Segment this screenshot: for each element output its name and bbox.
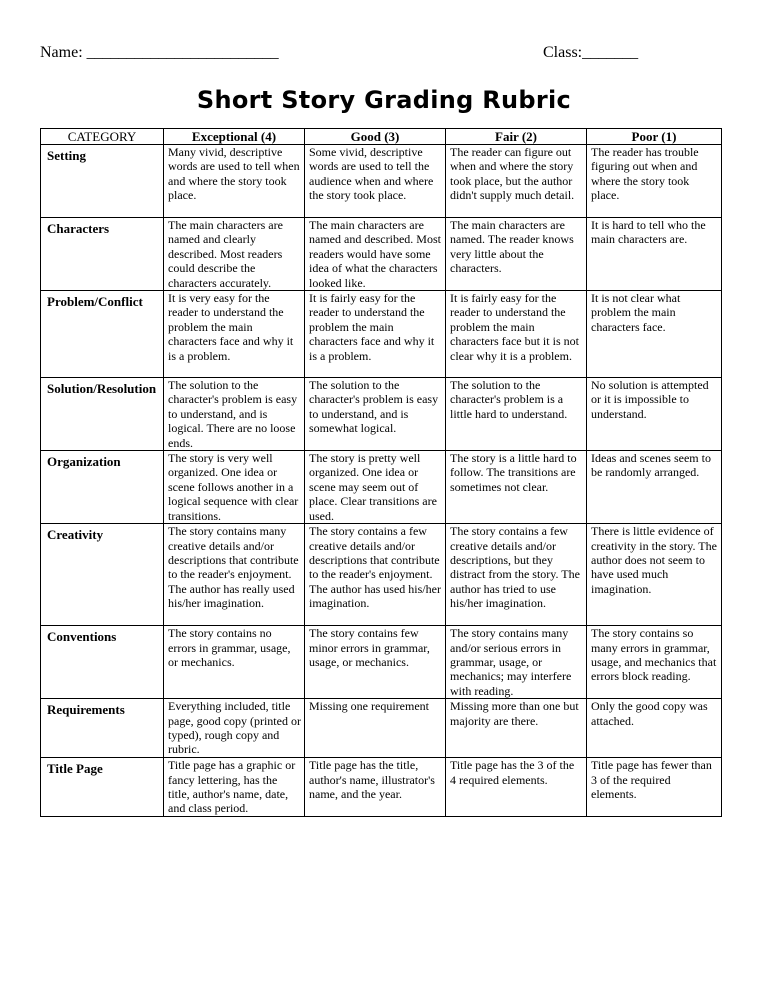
criteria-cell: The story contains many and/or serious errors in grammar, usage, or mechanics; may interfere with reading. <box>446 626 587 699</box>
criteria-cell: Title page has the title, author's name, illustrator's name, and the year. <box>305 758 446 817</box>
page-title: Short Story Grading Rubric <box>196 86 572 114</box>
column-header-exceptional: Exceptional (4) <box>164 129 305 145</box>
criteria-cell: The story contains a few creative details and/or descriptions that contribute to the reader's enjoyment. The author has used his/her imagination. <box>305 524 446 626</box>
header-row <box>41 129 722 145</box>
criteria-cell: The story is a little hard to follow. The transitions are sometimes not clear. <box>446 451 587 524</box>
criteria-cell: There is little evidence of creativity in the story. The author does not seem to have used much imagination. <box>587 524 722 626</box>
table-row <box>41 626 722 699</box>
criteria-cell: Only the good copy was attached. <box>587 699 722 758</box>
row-category: Characters <box>41 218 164 291</box>
criteria-cell: The story contains few minor errors in grammar, usage, or mechanics. <box>305 626 446 699</box>
criteria-cell: Some vivid, descriptive words are used to tell the audience when and where the story took place. <box>305 145 446 218</box>
criteria-cell: Ideas and scenes seem to be randomly arranged. <box>587 451 722 524</box>
rubric-table <box>40 128 722 817</box>
criteria-cell: It is hard to tell who the main characters are. <box>587 218 722 291</box>
row-category: Conventions <box>41 626 164 699</box>
criteria-cell: Missing more than one but majority are there. <box>446 699 587 758</box>
row-category: Organization <box>41 451 164 524</box>
table-row <box>41 451 722 524</box>
table-row <box>41 524 722 626</box>
criteria-cell: The main characters are named and clearly described. Most readers could describe the characters accurately. <box>164 218 305 291</box>
criteria-cell: Title page has fewer than 3 of the required elements. <box>587 758 722 817</box>
criteria-cell: It is very easy for the reader to understand the problem the main characters face and why it is a problem. <box>164 291 305 378</box>
criteria-cell: The solution to the character's problem is easy to understand, and is somewhat logical. <box>305 378 446 451</box>
row-category: Creativity <box>41 524 164 626</box>
criteria-cell: Missing one requirement <box>305 699 446 758</box>
row-category: Problem/Conflict <box>41 291 164 378</box>
column-header-fair: Fair (2) <box>446 129 587 145</box>
criteria-cell: The story contains no errors in grammar, usage, or mechanics. <box>164 626 305 699</box>
criteria-cell: Title page has the 3 of the 4 required elements. <box>446 758 587 817</box>
criteria-cell: The solution to the character's problem is easy to understand, and is logical. There are no loose ends. <box>164 378 305 451</box>
criteria-cell: It is not clear what problem the main characters face. <box>587 291 722 378</box>
criteria-cell: Many vivid, descriptive words are used to tell when and where the story took place. <box>164 145 305 218</box>
criteria-cell: The story contains a few creative details and/or descriptions, but they distract from the story. The author has tried to use his/her imagination. <box>446 524 587 626</box>
criteria-cell: The story is pretty well organized. One idea or scene may seem out of place. Clear transitions are used. <box>305 451 446 524</box>
criteria-cell: No solution is attempted or it is impossible to understand. <box>587 378 722 451</box>
row-category: Requirements <box>41 699 164 758</box>
column-header-category: CATEGORY <box>41 129 164 145</box>
table-row <box>41 378 722 451</box>
criteria-cell: The reader can figure out when and where the story took place, but the author didn't supply much detail. <box>446 145 587 218</box>
criteria-cell: The story is very well organized. One idea or scene follows another in a logical sequence with clear transitions. <box>164 451 305 524</box>
table-row <box>41 291 722 378</box>
criteria-cell: Title page has a graphic or fancy lettering, has the title, author's name, date, and class period. <box>164 758 305 817</box>
row-category: Title Page <box>41 758 164 817</box>
criteria-cell: The story contains many creative details and/or descriptions that contribute to the reader's enjoyment. The author has really used his/her imagination. <box>164 524 305 626</box>
table-row <box>41 218 722 291</box>
criteria-cell: The main characters are named. The reader knows very little about the characters. <box>446 218 587 291</box>
row-category: Setting <box>41 145 164 218</box>
criteria-cell: It is fairly easy for the reader to understand the problem the main characters face but it is not clear why it is a problem. <box>446 291 587 378</box>
criteria-cell: It is fairly easy for the reader to understand the problem the main characters face and why it is a problem. <box>305 291 446 378</box>
table-row <box>41 758 722 817</box>
criteria-cell: The solution to the character's problem is a little hard to understand. <box>446 378 587 451</box>
column-header-good: Good (3) <box>305 129 446 145</box>
row-category: Solution/Resolution <box>41 378 164 451</box>
column-header-poor: Poor (1) <box>587 129 722 145</box>
table-row <box>41 699 722 758</box>
name-field-label: Name: ________________________ <box>40 44 279 61</box>
criteria-cell: The main characters are named and described. Most readers would have some idea of what the characters looked like. <box>305 218 446 291</box>
criteria-cell: Everything included, title page, good copy (printed or typed), rough copy and rubric. <box>164 699 305 758</box>
class-field-label: Class:_______ <box>543 44 639 61</box>
criteria-cell: The reader has trouble figuring out when and where the story took place. <box>587 145 722 218</box>
table-row <box>41 145 722 218</box>
criteria-cell: The story contains so many errors in grammar, usage, and mechanics that errors block reading. <box>587 626 722 699</box>
